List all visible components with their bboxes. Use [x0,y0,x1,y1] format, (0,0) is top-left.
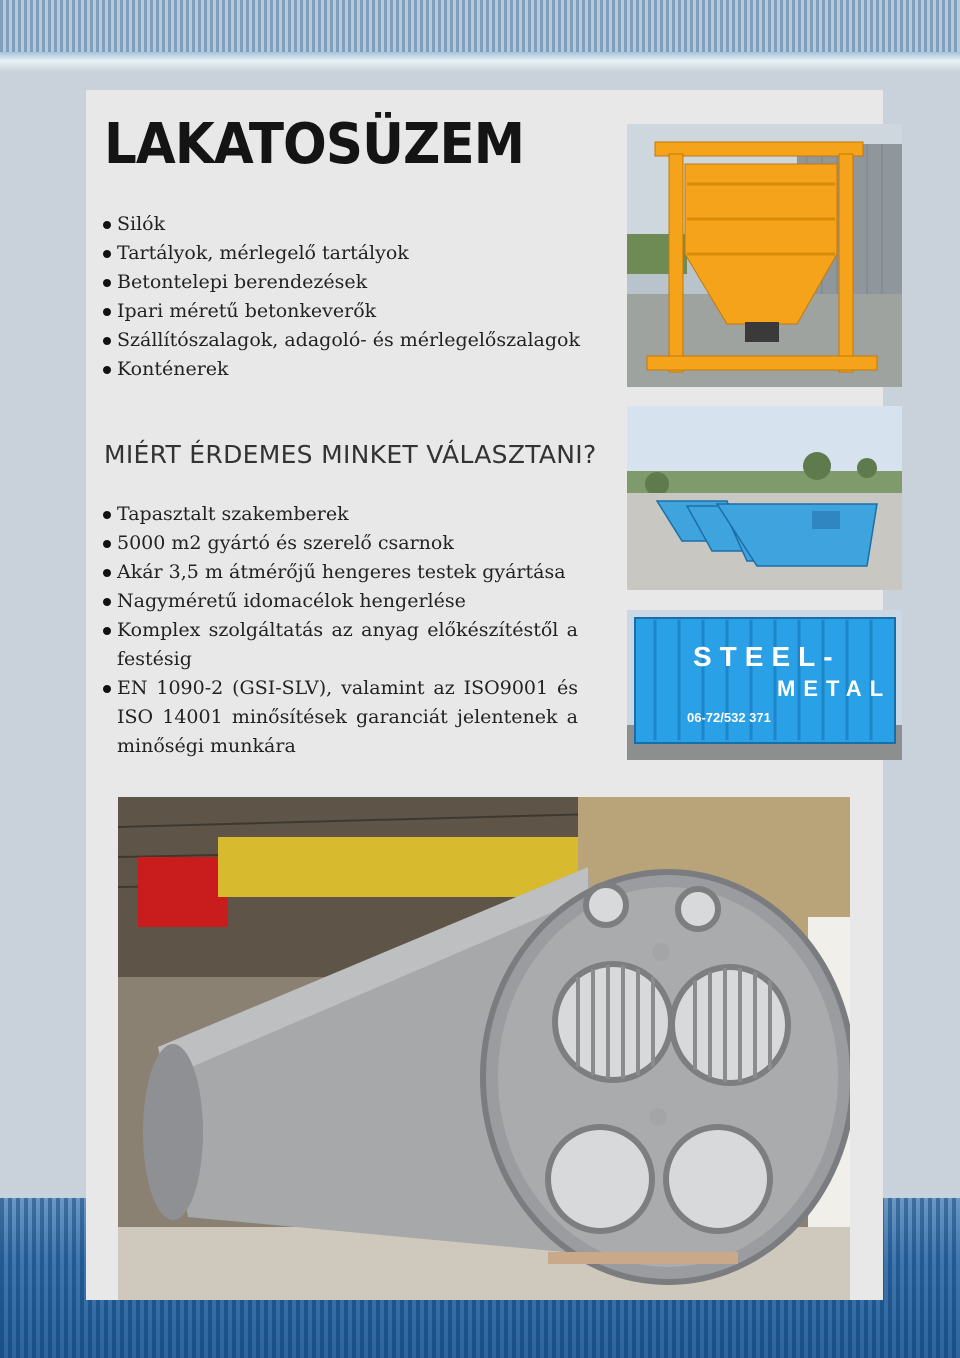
container-lettering-line2: METAL [777,676,892,701]
list-item: Akár 3,5 m átmérőjű hengeres testek gyártása [102,558,578,587]
product-list [102,210,582,384]
list-item: Nagyméretű idomacélok hengerlése [102,587,578,616]
container-phone-number: 06-72/532 371 [687,710,771,725]
page-title: LAKATOSÜZEM [104,112,525,177]
reasons-list [102,500,578,761]
list-item: 5000 m2 gyártó és szerelő csarnok [102,529,578,558]
list-item: EN 1090-2 (GSI-SLV), valamint az ISO9001 és ISO 14001 minősítések garanciát jelentenek a minőségi munkára [102,674,578,761]
container-lettering-line1: STEEL- [693,641,841,672]
list-item: Silók [102,210,582,239]
list-item: Ipari méretű betonkeverők [102,297,582,326]
roll-off-container-photo [627,610,902,760]
top-decorative-stripes [0,0,960,72]
cylindrical-tank-photo [118,797,850,1300]
list-item: Tartályok, mérlegelő tartályok [102,239,582,268]
orange-hopper-photo [627,124,902,387]
list-item: Szállítószalagok, adagoló- és mérlegelőszalagok [102,326,582,355]
list-item: Konténerek [102,355,582,384]
skip-containers-photo [627,406,902,590]
why-choose-us-heading: MIÉRT ÉRDEMES MINKET VÁLASZTANI? [104,440,597,469]
list-item: Betontelepi berendezések [102,268,582,297]
list-item: Tapasztalt szakemberek [102,500,578,529]
list-item: Komplex szolgáltatás az anyag előkészítéstől a festésig [102,616,578,674]
